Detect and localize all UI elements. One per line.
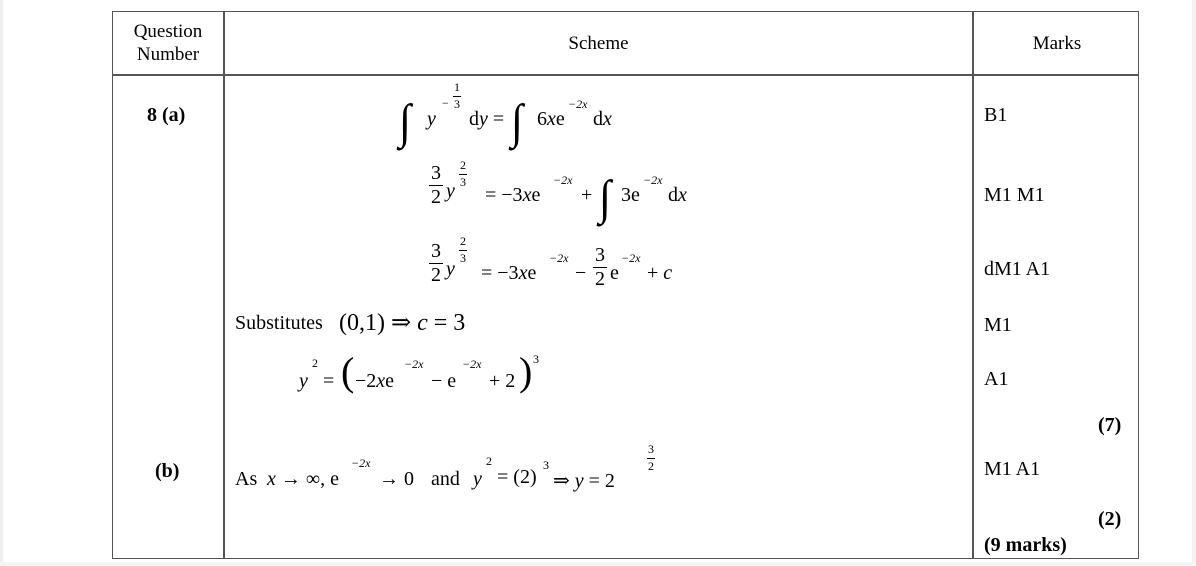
marks-step-4: M1 (984, 314, 1012, 336)
header-scheme: Scheme (568, 33, 629, 54)
as-text: As (235, 468, 258, 490)
page-edge-bottom (0, 562, 1196, 566)
header-question-number: Question Number (133, 21, 203, 65)
marks-step-1: B1 (984, 104, 1008, 126)
total-marks: (9 marks) (984, 534, 1067, 556)
subtotal-part-b: (2) (1098, 508, 1122, 530)
header-marks: Marks (1032, 33, 1082, 54)
substitutes-text: Substitutes (235, 312, 323, 334)
column-divider-1 (223, 12, 225, 558)
header-divider (113, 74, 1138, 76)
subtotal-part-a: (7) (1098, 414, 1122, 436)
marks-step-3: dM1 A1 (984, 258, 1051, 280)
page-edge-left (0, 0, 3, 566)
question-label-8b: (b) (155, 460, 180, 482)
page-edge-right (1192, 0, 1196, 566)
column-divider-2 (972, 12, 974, 558)
marks-part-b: M1 A1 (984, 458, 1041, 480)
and-text: and (431, 468, 460, 490)
marks-step-5: A1 (984, 368, 1009, 390)
mark-scheme-table: Question Number Scheme Marks 8 (a) ∫ y − 1 3 dy = ∫ 6xe −2x dx B1 3 2 y 2 3 = −3xe −2x + ∫ 3e −2x dx M1 M1 3 2 y 2 3 = −3xe −2x − 3 2 e −2x + c dM1 A1 Substitutes (0,1) ⇒ c = 3 M1 y 2 = ( −2xe −2x − e −2x + 2 ) 3 A1 (7) (b) As x → ∞, e −2x → 0 and y 2 = (2) 3 ⇒ y = 2 3 2 M1 A1 (2) (9 marks) (112, 11, 1139, 559)
marks-step-2: M1 M1 (984, 184, 1045, 206)
question-label-8a: 8 (a) (147, 104, 186, 126)
